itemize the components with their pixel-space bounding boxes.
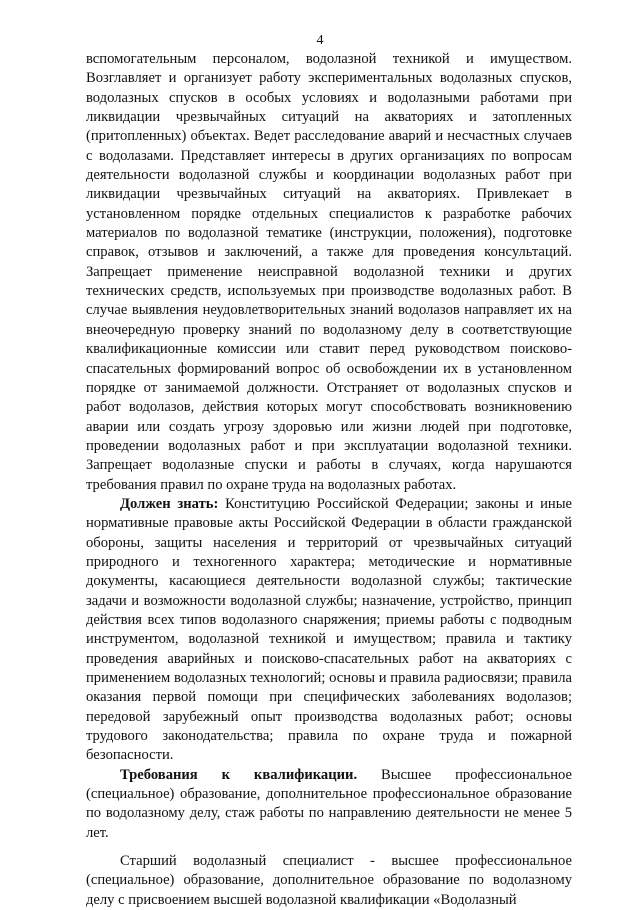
heading-must-know: Должен знать: [120,495,219,512]
paragraph-text: Конституцию Российской Федерации; законы и иные нормативные правовые акты Российской Федерации в области гражданской обороны, защиты населения и территорий от чрезвычайных ситуаций природного и техногенного характера; методические и нормативные документы, касающиеся деятельности водолазной службы; тактические задачи и возможности водолазной службы; назначение, устройство, принцип действия всех типов водолазного снаряжения; приемы работы с подводным инструментом, водолазной техникой и имуществом; правила и тактику проведения аварийных и поисково-спасательных работ на акваториях с применением водолазных технологий; основы и правила радиосвязи; правила оказания первой помощи при специфических заболеваниях водолазов; передовой зарубежный опыт производства водолазных работ; основы трудового законодательства; правила по охране труда и пожарной безопасности. [86,495,572,764]
paragraph-text: вспомогательным персоналом, водолазной техникой и имуществом. Возглавляет и организует работу экспериментальных водолазных спусков, водолазных спусков в особых условиях и водолазными работами при ликвидации чрезвычайных ситуаций на акваториях и затопленных (притопленных) объектах. Ведет расследование аварий и несчастных случаев с водолазами. Представляет интересы в других организациях по вопросам деятельности водолазной службы и координации водолазных работ при ликвидации чрезвычайных ситуаций на акваториях. Привлекает в установленном порядке отдельных специалистов к разработке рабочих материалов по водолазной тематике (инструкции, положения), подготовке справок, отзывов и заключений, а также для проведения консультаций. Запрещает применение неисправной водолазной техники и других технических средств, используемых при производстве водолазных работ. В случае выявления неудовлетворительных знаний водолазов направляет их на внеочередную проверку знаний по водолазному делу в соответствующие квалификационные комиссии или ставит перед руководством поисково-спасательных формирований вопрос об освобождении их в установленном порядке от занимаемой должности. Отстраняет от водолазных спусков и работ водолазов, действия которых могут способствовать возникновению аварии или создать угрозу здоровью или жизни людей при подготовке, проведении водолазных работ и при эксплуатации водолазной техники. Запрещает водолазные спуски и работы в случаях, когда нарушаются требования правил по охране труда на водолазных работах. [86,51,572,493]
page-number: 4 [316,33,324,48]
paragraph-senior-diving-specialist [86,852,572,910]
paragraph-qualification-requirements [86,766,572,843]
paragraph-duties-continued [86,50,572,495]
paragraph-text: Старший водолазный специалист - высшее профессиональное (специальное) образование, дополнительное образование по водолазному делу с присвоением высшей водолазной квалификации «Водолазный [86,853,572,908]
document-body [86,50,572,910]
heading-qualification-requirements: Требования к квалификации. [120,766,358,783]
paragraph-text: Высшее профессиональное (специальное) образование, дополнительное профессиональное образование по водолазному делу, стаж работы по направлению деятельности не менее 5 лет. [86,766,572,841]
paragraph-must-know [86,495,572,766]
